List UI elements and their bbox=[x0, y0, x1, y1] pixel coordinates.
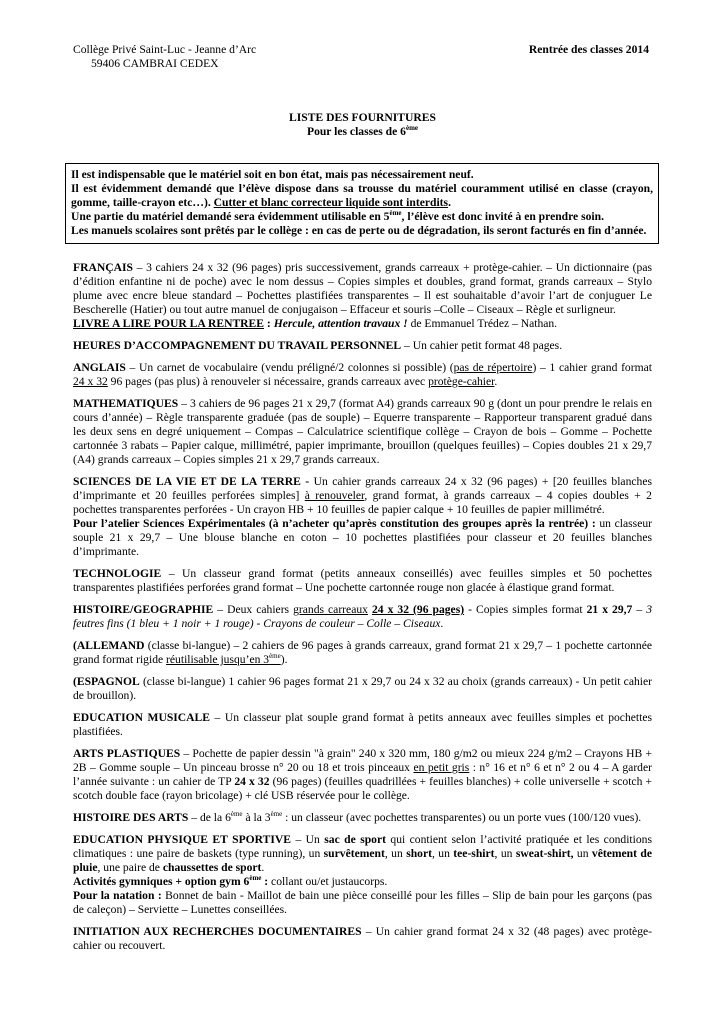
section-francais: FRANÇAIS – 3 cahiers 24 x 32 (96 pages) pris successivement, grands carreaux + protège-cahier. – Un dictionnaire (pas d’édition enfantine ni de poche) avec le nom dessus – Copies simples et doubles, grand format, grands carreaux – Stylo plume avec encre bleue standard – Pochettes plastifiées transparentes – Il est souhaitable d’avoir l’art de conjuguer Le Bescherelle (Hatier) ou tout autre manuel de conjugaison – Effaceur et souris –Colle – Ciseaux – Règle et surligneur. bbox=[73, 261, 652, 316]
notice-p2: Il est évidemment demandé que l’élève dispose dans sa trousse du matériel couramment utilisé en classe (crayon, gomme, taille-crayon etc…). Cutter et blanc correcteur liquide sont interdits. bbox=[71, 182, 653, 209]
notice-box bbox=[65, 163, 659, 244]
section-allemand: (ALLEMAND (classe bi-langue) – 2 cahiers de 96 pages à grands carreaux, grand format 21 x 29,7 – 1 pochette cartonnée grand format rigide réutilisable jusqu’en 3ème). bbox=[73, 639, 652, 666]
section-eps-gym: Activités gymniques + option gym 6ème : collant ou/et justaucorps. bbox=[73, 874, 388, 888]
section-maths: MATHEMATIQUES – 3 cahiers de 96 pages 21 x 29,7 (format A4) grands carreaux 90 g (dont un pour prendre le relais en cours d’année) – Règle transparente graduée (pas de souple) – Equerre transparente – Rapporteur transparent gradué dans les deux sens en degré uniquement – Compas – Calculatrice scientifique collège – Crayon de bois – Gomme – Pochette cartonnée 3 rabats – Papier calque, millimétré, papier imprimante, brouillon (quelques feuilles) – Copies doubles 21 x 29,7 (A4) grands carreaux – Copies simples 21 x 29,7 grands carreaux. bbox=[73, 397, 652, 466]
section-heures: HEURES D’ACCOMPAGNEMENT DU TRAVAIL PERSONNEL – Un cahier petit format 48 pages. bbox=[73, 339, 563, 352]
section-lecture: LIVRE A LIRE POUR LA RENTREE : Hercule, attention travaux ! de Emmanuel Trédez – Nathan. bbox=[73, 317, 558, 330]
rentree-date: Rentrée des classes 2014 bbox=[528, 43, 649, 56]
section-musique: EDUCATION MUSICALE – Un classeur plat souple grand format à petits anneaux avec feuilles simples et pochettes plastifiées. bbox=[73, 711, 652, 738]
section-histoire-arts: HISTOIRE DES ARTS – de la 6ème à la 3ème : un classeur (avec pochettes transparentes) ou un porte vues (100/120 vues). bbox=[73, 810, 642, 824]
section-initiation: INITIATION AUX RECHERCHES DOCUMENTAIRES – Un cahier grand format 24 x 32 (48 pages) avec protège-cahier ou recouvert. bbox=[73, 925, 653, 952]
section-espagnol: (ESPAGNOL (classe bi-langue) 1 cahier 96 pages format 21 x 29,7 ou 24 x 32 au choix (grands carreaux) - Un petit cahier de brouillon). bbox=[73, 675, 652, 702]
title-line2: Pour les classes de 6ème bbox=[306, 124, 419, 138]
notice-p4: Les manuels scolaires sont prêtés par le collège : en cas de perte ou de dégradation, ils seront facturés en fin d’année. bbox=[71, 224, 647, 237]
school-address bbox=[73, 43, 373, 71]
section-eps: EDUCATION PHYSIQUE ET SPORTIVE – Un sac de sport qui contient selon l’activité pratiquée et les conditions climatiques : une paire de baskets (type running), un survêtement, un short, un tee-shirt, un sweat-shirt, un vêtement de pluie, une paire de chaussettes de sport. bbox=[73, 833, 652, 874]
school-name: Collège Privé Saint-Luc - Jeanne d’Arc bbox=[73, 43, 257, 56]
section-svt: SCIENCES DE LA VIE ET DE LA TERRE - Un cahier grands carreaux 24 x 32 (96 pages) + [20 feuilles blanches d’imprimante et 20 feuilles perforées simples] à renouveler, grand format, à grands carreaux – 4 copies doubles + 2 pochettes transparentes perforées - Un crayon HB + 10 feuilles de papier calque + 10 feuilles de papier millimétré. bbox=[73, 475, 652, 516]
document-title bbox=[0, 111, 725, 139]
supply-list bbox=[73, 261, 652, 961]
notice-p3: Une partie du matériel demandé sera évidemment utilisable en 5ème, l’élève est donc invité à en prendre soin. bbox=[71, 209, 604, 223]
section-arts: ARTS PLASTIQUES – Pochette de papier dessin "à grain" 240 x 320 mm, 180 g/m2 ou mieux 224 g/m2 – Crayons HB + 2B – Gomme souple – Un pinceau brosse n° 20 ou 18 et trois pinceaux en petit gris : n° 16 et n° 6 et n° 2 ou 4 – A garder l’année suivante : un cahier de TP 24 x 32 (96 pages) (feuilles quadrillées + feuilles blanches) + colle universelle + scotch + scotch double face (rayon bricolage) + clé USB réservée pour le collège. bbox=[73, 747, 652, 802]
section-histoire: HISTOIRE/GEOGRAPHIE – Deux cahiers grands carreaux 24 x 32 (96 pages) - Copies simples format 21 x 29,7 – 3 feutres fins (1 bleu + 1 noir + 1 rouge) - Crayons de couleur – Colle – Ciseaux. bbox=[73, 603, 652, 630]
section-anglais: ANGLAIS – Un carnet de vocabulaire (vendu préligné/2 colonnes si possible) (pas de répertoire) – 1 cahier grand format 24 x 32 96 pages (pas plus) à renouveler si nécessaire, grands carreaux avec protège-cahier. bbox=[73, 361, 652, 388]
section-techno: TECHNOLOGIE – Un classeur grand format (petits anneaux conseillés) avec feuilles simples et 50 pochettes transparentes plastifiées perforées grand format – Une pochette cartonnée rouge non glacée à élastique grand format. bbox=[73, 567, 652, 594]
notice-p1: Il est indispensable que le matériel soit en bon état, mais pas nécessairement neuf. bbox=[71, 168, 474, 181]
section-svt-atelier: Pour l’atelier Sciences Expérimentales (à n’acheter qu’après constitution des groupes après la rentrée) : un classeur souple 21 x 29,7 – Une blouse blanche en coton – 10 pochettes plastifiées pour classeur et 20 feuilles blanches d’imprimante. bbox=[73, 517, 652, 558]
title-line1: LISTE DES FOURNITURES bbox=[289, 111, 436, 124]
section-eps-natation: Pour la natation : Bonnet de bain - Maillot de bain une pièce conseillé pour les filles – Slip de bain pour les garçons (pas de caleçon) – Serviette – Lunettes conseillées. bbox=[73, 889, 652, 916]
school-city: 59406 CAMBRAI CEDEX bbox=[91, 57, 219, 70]
